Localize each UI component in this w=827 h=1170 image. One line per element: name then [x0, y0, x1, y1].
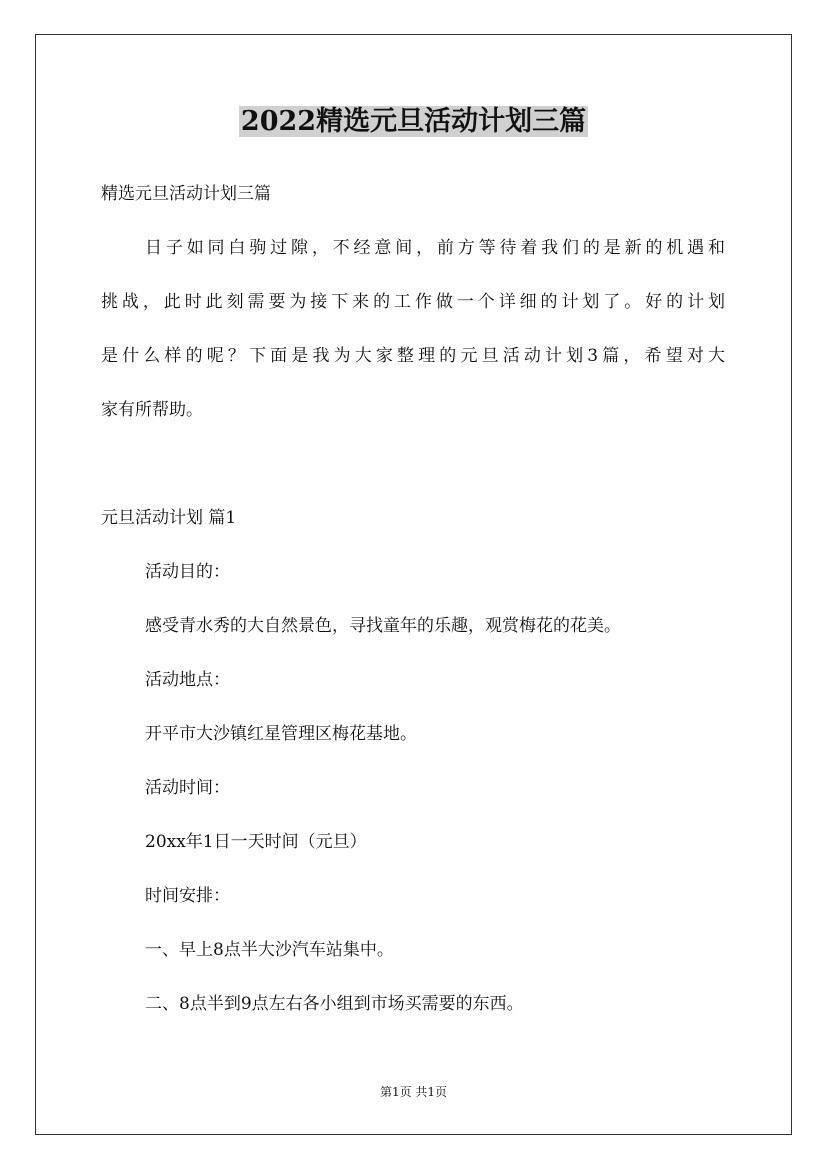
paragraph-schedule-item-1: 一、早上8点半大沙汽车站集中。 [145, 940, 394, 960]
paragraph-schedule-item-2: 二、8点半到9点左右各小组到市场买需要的东西。 [145, 994, 524, 1014]
section-heading: 元旦活动计划 篇1 [101, 508, 237, 528]
intro-line-2: 挑战，此时此刻需要为接下来的工作做一个详细的计划了。好的计划 [101, 292, 725, 312]
document-title-text: 2022精选元旦活动计划三篇 [240, 106, 587, 137]
paragraph-purpose-label: 活动目的： [145, 562, 230, 582]
paragraph-time: 20xx年1日一天时间（元旦） [145, 832, 367, 852]
intro-line-4: 家有所帮助。 [101, 400, 203, 420]
paragraph-time-label: 活动时间： [145, 778, 230, 798]
intro-line-1: 日子如同白驹过隙，不经意间，前方等待着我们的是新的机遇和 [145, 238, 725, 258]
document-title [0, 102, 827, 142]
intro-line-3: 是什么样的呢？下面是我为大家整理的元旦活动计划3篇，希望对大 [101, 346, 725, 366]
paragraph-purpose: 感受青水秀的大自然景色，寻找童年的乐趣，观赏梅花的花美。 [145, 616, 621, 636]
paragraph-schedule-label: 时间安排： [145, 886, 230, 906]
paragraph-location: 开平市大沙镇红星管理区梅花基地。 [145, 724, 417, 744]
page-footer: 第1页 共1页 [379, 1085, 448, 1099]
document-subtitle: 精选元旦活动计划三篇 [101, 184, 271, 204]
paragraph-location-label: 活动地点： [145, 670, 230, 690]
